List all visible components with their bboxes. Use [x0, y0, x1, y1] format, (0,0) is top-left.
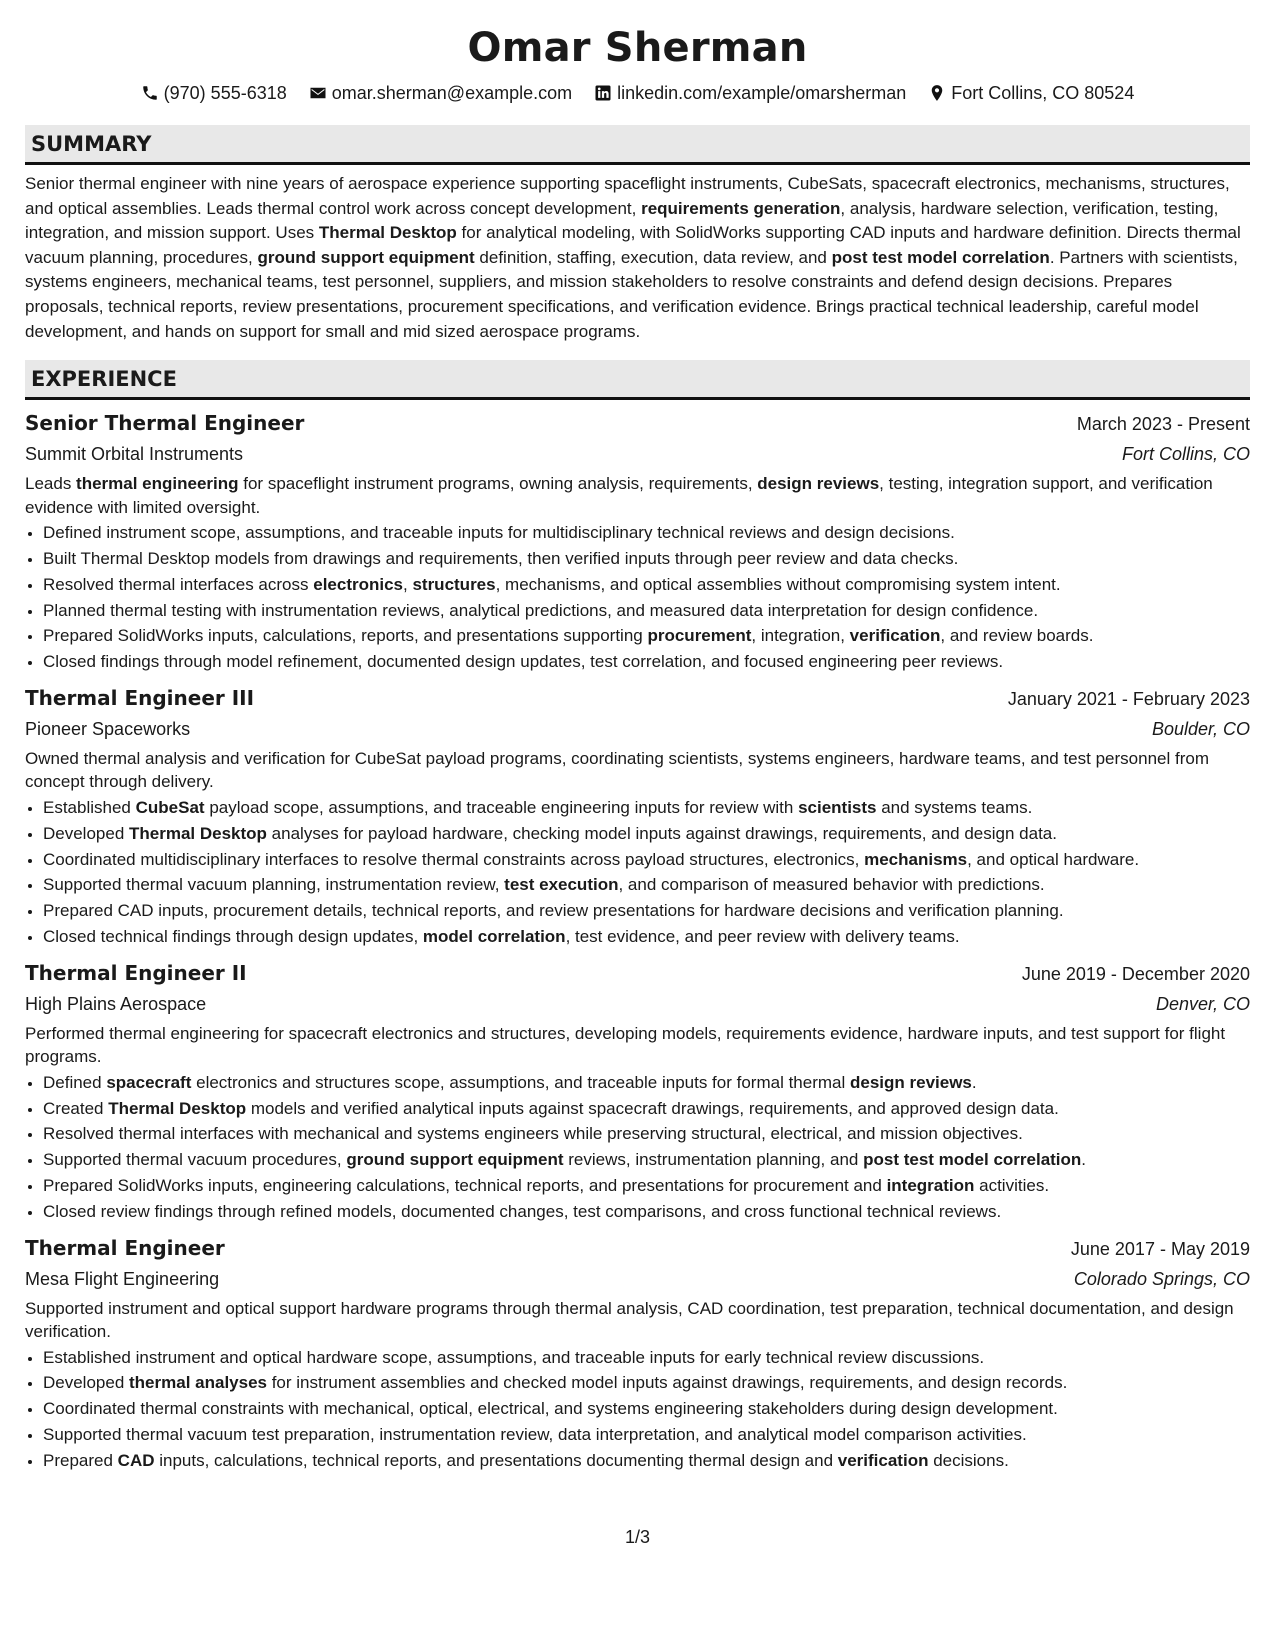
emphasis-text: structures	[412, 574, 496, 594]
contact-location	[928, 83, 1134, 104]
bullet-item: • Established CubeSat payload scope, assumptions, and traceable engineering inputs for review with scientists and systems teams.	[43, 795, 1250, 821]
location-text: Fort Collins, CO 80524	[951, 82, 1135, 103]
emphasis-text: scientists	[798, 797, 877, 817]
job-description: Owned thermal analysis and verification for CubeSat payload programs, coordinating scientists, systems engineers, hardware teams, and test personnel from concept through delivery.	[25, 748, 1209, 792]
bullet-item: • Developed thermal analyses for instrument assemblies and checked model inputs against drawings, requirements, and design records.	[43, 1370, 1250, 1396]
bullet-item: • Planned thermal testing with instrumentation reviews, analytical predictions, and measured data interpretation for design confidence.	[43, 598, 1250, 624]
job-dates: June 2019 - December 2020	[1021, 963, 1250, 984]
job-title: Thermal Engineer II	[25, 960, 247, 985]
phone-icon	[141, 84, 159, 102]
summary-heading: SUMMARY	[25, 125, 1250, 165]
experience-list	[25, 408, 1250, 1473]
job-description: Leads thermal engineering for spaceflight instrument programs, owning analysis, requirements, design reviews, testing, integration support, and verification evidence with limited oversight.	[25, 474, 1213, 517]
job-description: Performed thermal engineering for spacecraft electronics and structures, developing models, requirements evidence, hardware inputs, and test support for flight programs.	[25, 1023, 1226, 1067]
emphasis-text: verification	[849, 626, 941, 646]
job-entry	[25, 408, 1250, 675]
bullet-item: • Defined instrument scope, assumptions, and traceable inputs for multidisciplinary technical reviews and design decisions.	[43, 520, 1250, 546]
job-title: Thermal Engineer	[25, 1235, 225, 1260]
map-marker-icon	[928, 84, 946, 102]
emphasis-text: thermal engineering	[76, 474, 239, 494]
contact-phone	[141, 83, 287, 104]
job-location: Colorado Springs, CO	[1073, 1268, 1250, 1289]
job-company: High Plains Aerospace	[25, 993, 207, 1014]
emphasis-text: spacecraft	[106, 1072, 192, 1092]
emphasis-text: integration	[886, 1175, 975, 1195]
page-number: 1/3	[624, 1527, 651, 1547]
bullet-item: • Prepared CAD inputs, calculations, technical reports, and presentations documenting thermal design and verification decisions.	[43, 1448, 1250, 1474]
bullet-item: • Closed review findings through refined models, documented changes, test comparisons, and cross functional technical reviews.	[43, 1199, 1250, 1225]
emphasis-text: thermal analyses	[129, 1373, 267, 1393]
job-header-row	[25, 683, 1250, 714]
bullet-item: • Supported thermal vacuum procedures, ground support equipment reviews, instrumentation planning, and post test model correlation.	[43, 1147, 1250, 1173]
emphasis-text: test execution	[504, 875, 619, 895]
emphasis-text: ground support equipment	[346, 1150, 564, 1170]
bullet-item: • Coordinated thermal constraints with mechanical, optical, electrical, and systems engineering stakeholders during design development.	[43, 1396, 1250, 1422]
bullet-item: • Prepared SolidWorks inputs, calculations, reports, and presentations supporting procurement, integration, verification, and review boards.	[43, 623, 1250, 649]
contact-linkedin[interactable]	[594, 83, 906, 104]
job-header-row	[25, 958, 1250, 989]
emphasis-text: post test model correlation	[831, 247, 1050, 267]
emphasis-text: design reviews	[849, 1072, 972, 1092]
emphasis-text: requirements generation	[641, 198, 841, 218]
emphasis-text: CAD	[117, 1450, 155, 1470]
emphasis-text: procurement	[647, 626, 752, 646]
job-bullets	[25, 520, 1250, 675]
candidate-name: Omar Sherman	[467, 25, 808, 71]
bullet-item: • Coordinated multidisciplinary interfaces to resolve thermal constraints across payload structures, electronics, mechanisms, and optical hardware.	[43, 847, 1250, 873]
emphasis-text: design reviews	[757, 474, 880, 494]
bullet-item: • Resolved thermal interfaces with mechanical and systems engineers while preserving structural, electrical, and mission objectives.	[43, 1121, 1250, 1147]
job-dates: June 2017 - May 2019	[1070, 1238, 1250, 1259]
job-description: Supported instrument and optical support hardware programs through thermal analysis, CAD coordination, test preparation, technical documentation, and design verification.	[25, 1298, 1234, 1341]
bullet-item: • Supported thermal vacuum test preparation, instrumentation review, data interpretation, and analytical model comparison activities.	[43, 1422, 1250, 1448]
emphasis-text: verification	[837, 1450, 929, 1470]
job-entry	[25, 1233, 1250, 1474]
job-bullets	[25, 795, 1250, 950]
job-company: Pioneer Spaceworks	[25, 718, 191, 739]
envelope-icon	[309, 84, 327, 102]
job-company-row	[25, 714, 1250, 744]
job-location: Fort Collins, CO	[1121, 444, 1250, 465]
bullet-item: • Built Thermal Desktop models from drawings and requirements, then verified inputs through peer review and data checks.	[43, 546, 1250, 572]
resume-page	[25, 0, 1250, 1650]
job-location: Denver, CO	[1155, 993, 1250, 1014]
emphasis-text: post test model correlation	[863, 1150, 1082, 1170]
bullet-item: • Closed technical findings through design updates, model correlation, test evidence, and peer review with delivery teams.	[43, 924, 1250, 950]
phone-text: (970) 555-6318	[163, 82, 287, 103]
email-text: omar.sherman@example.com	[331, 82, 573, 103]
contact-email[interactable]	[309, 83, 572, 104]
bullet-item: • Resolved thermal interfaces across electronics, structures, mechanisms, and optical assemblies without compromising system intent.	[43, 572, 1250, 598]
emphasis-text: electronics	[313, 574, 403, 594]
linkedin-text: linkedin.com/example/omarsherman	[617, 82, 907, 103]
emphasis-text: ground support equipment	[257, 247, 475, 267]
bullet-item: • Prepared CAD inputs, procurement details, technical reports, and review presentations for hardware decisions and verification planning.	[43, 898, 1250, 924]
job-company-row	[25, 989, 1250, 1019]
bullet-item: • Defined spacecraft electronics and structures scope, assumptions, and traceable inputs for formal thermal design reviews.	[43, 1070, 1250, 1096]
bullet-item: • Established instrument and optical hardware scope, assumptions, and traceable inputs for early technical review discussions.	[43, 1345, 1250, 1371]
job-entry	[25, 683, 1250, 950]
job-company: Mesa Flight Engineering	[25, 1268, 220, 1289]
bullet-item: • Developed Thermal Desktop analyses for payload hardware, checking model inputs against drawings, requirements, and design data.	[43, 821, 1250, 847]
job-company: Summit Orbital Instruments	[25, 444, 244, 465]
job-bullets	[25, 1345, 1250, 1474]
job-location: Boulder, CO	[1151, 718, 1250, 739]
bullet-item: • Closed findings through model refinement, documented design updates, test correlation, and focused engineering peer reviews.	[43, 649, 1250, 675]
emphasis-text: CubeSat	[135, 797, 205, 817]
job-entry	[25, 958, 1250, 1225]
emphasis-text: Thermal Desktop	[108, 1098, 247, 1118]
contact-bar	[25, 80, 1250, 106]
emphasis-text: Thermal Desktop	[318, 223, 457, 243]
summary-text: Senior thermal engineer with nine years of aerospace experience supporting spaceflight instruments, CubeSats, spacecraft electronics, mechanisms, structures, and optical assemblies. Leads thermal control work across concept development, requirements generation, analysis, hardware selection, verification, testing, integration, and mission support. Uses Thermal Desktop for analytical modeling, with SolidWorks supporting CAD inputs and hardware definition. Directs thermal vacuum planning, procedures, ground support equipment definition, staffing, execution, data review, and post test model correlation. Partners with scientists, systems engineers, mechanical teams, test personnel, suppliers, and mission stakeholders to resolve constraints and defend design decisions. Prepares proposals, technical reports, review presentations, procurement specifications, and verification evidence. Brings practical technical leadership, careful model development, and hands on support for small and mid sized aerospace programs.	[25, 174, 1241, 341]
job-header-row	[25, 1233, 1250, 1264]
emphasis-text: mechanisms	[864, 849, 968, 869]
job-title: Thermal Engineer III	[25, 685, 255, 710]
job-company-row	[25, 1264, 1250, 1294]
bullet-item: • Prepared SolidWorks inputs, engineering calculations, technical reports, and presentations for procurement and integration activities.	[43, 1173, 1250, 1199]
bullet-item: • Created Thermal Desktop models and verified analytical inputs against spacecraft drawings, requirements, and approved design data.	[43, 1096, 1250, 1122]
job-bullets	[25, 1070, 1250, 1225]
emphasis-text: Thermal Desktop	[129, 823, 267, 843]
linkedin-icon	[594, 84, 612, 102]
emphasis-text: model correlation	[422, 926, 566, 946]
job-title: Senior Thermal Engineer	[25, 411, 305, 436]
job-dates: March 2023 - Present	[1076, 414, 1250, 435]
experience-heading: EXPERIENCE	[25, 360, 1250, 400]
bullet-item: • Supported thermal vacuum planning, instrumentation review, test execution, and comparison of measured behavior with predictions.	[43, 872, 1250, 898]
job-company-row	[25, 439, 1250, 469]
job-dates: January 2021 - February 2023	[1007, 688, 1250, 709]
job-header-row	[25, 408, 1250, 439]
